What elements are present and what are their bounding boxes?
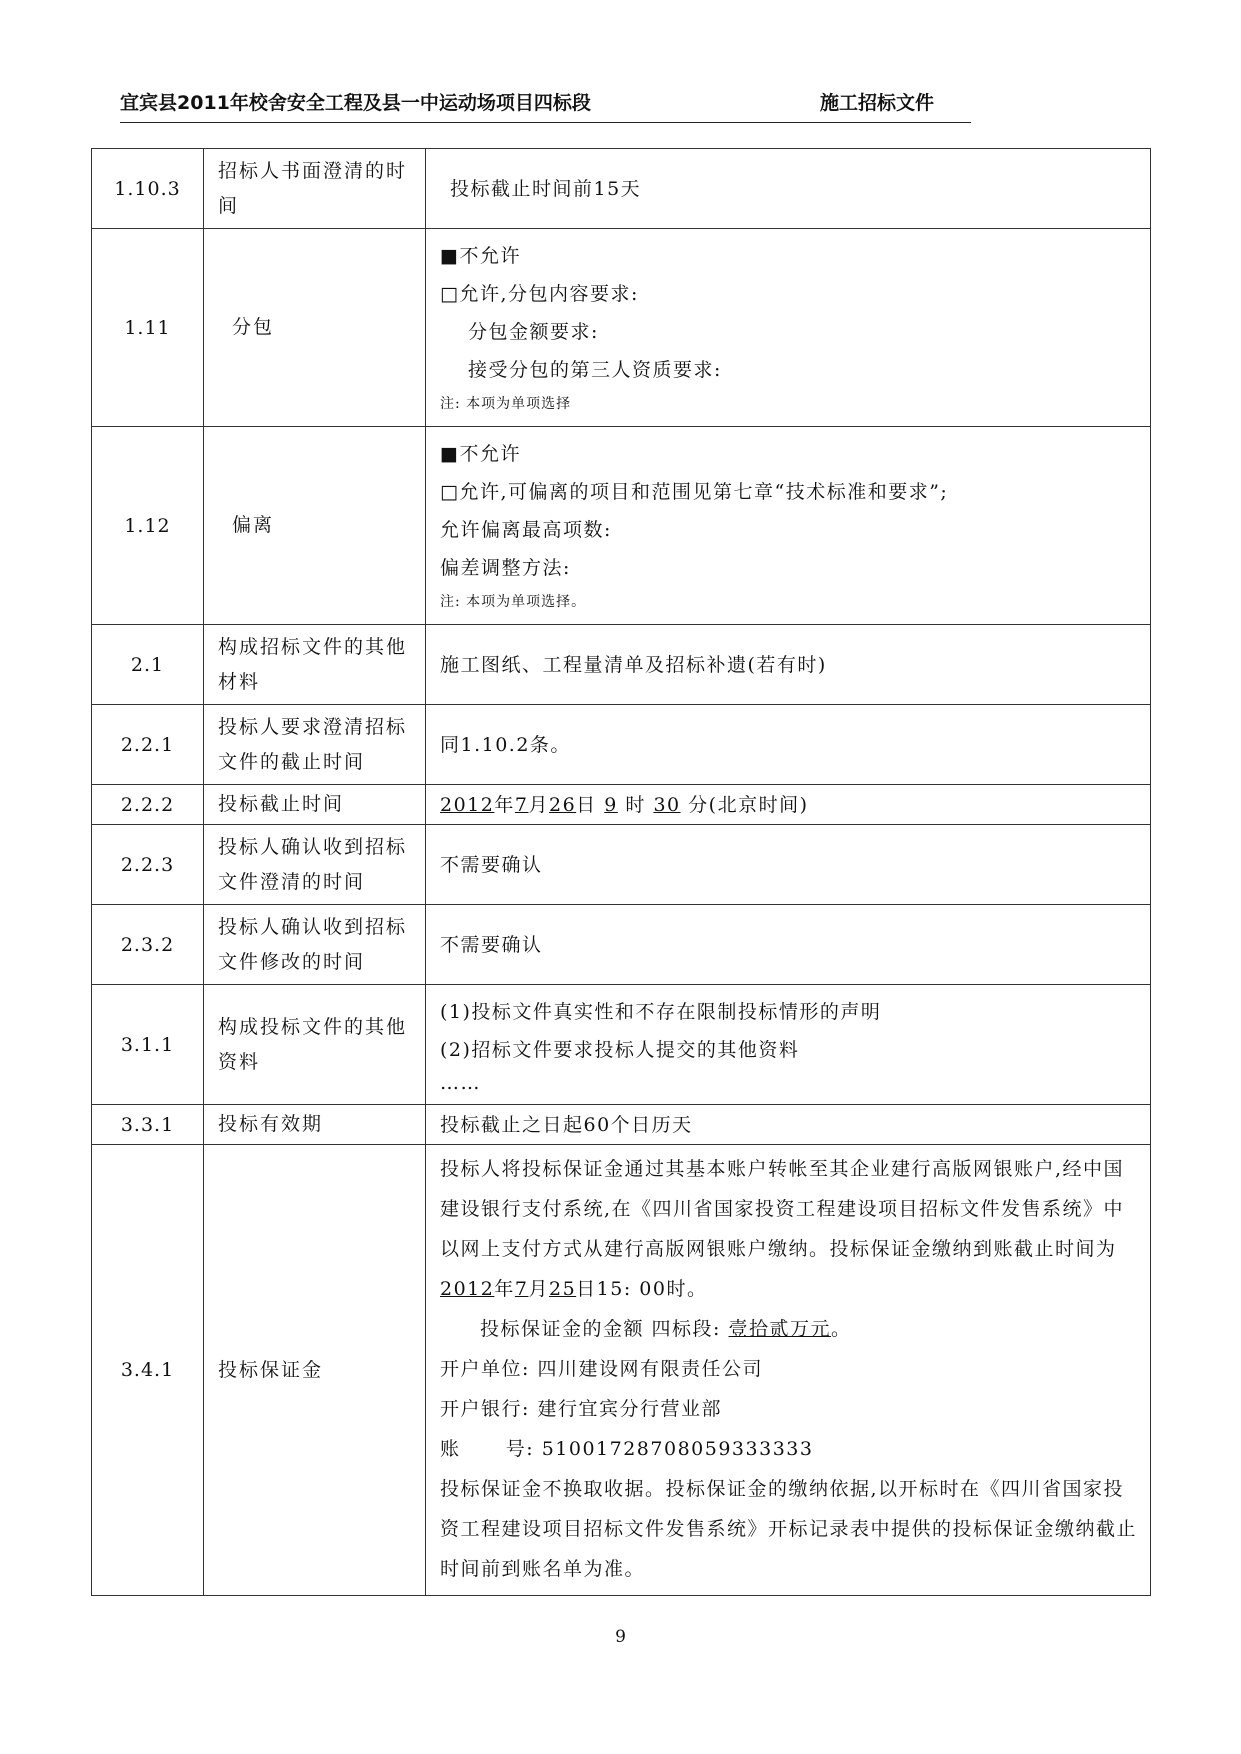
deadline-day: 26 bbox=[548, 793, 577, 816]
table-row bbox=[92, 825, 1151, 905]
clause-name: 投标保证金 bbox=[204, 1145, 426, 1596]
option-allowed: □允许,分包内容要求: bbox=[440, 282, 639, 305]
clause-number: 1.12 bbox=[92, 427, 204, 625]
page-header bbox=[120, 88, 941, 118]
clause-content: 施工图纸、工程量清单及招标补遗(若有时) bbox=[426, 625, 1151, 705]
clause-number: 3.1.1 bbox=[92, 985, 204, 1105]
option-not-allowed: ■不允许 bbox=[440, 442, 521, 465]
clause-content: 不需要确认 bbox=[426, 905, 1151, 985]
clause-name: 投标截止时间 bbox=[204, 785, 426, 825]
clause-name: 投标有效期 bbox=[204, 1105, 426, 1145]
sub-item: 接受分包的第三人资质要求: bbox=[468, 358, 722, 381]
clause-name bbox=[204, 427, 426, 625]
bond-deadline-year: 2012 bbox=[440, 1278, 495, 1300]
table-row bbox=[92, 427, 1151, 625]
clause-number: 2.3.2 bbox=[92, 905, 204, 985]
paragraph: 投标人将投标保证金通过其基本账户转帐至其企业建行高版网银账户,经中国建设银行支付系统,在《四川省国家投资工程建设项目招标文件发售系统》中以网上支付方式从建行高版网银账户缴纳。投标保证金缴纳到账截止时间为2012年7月25日15: 00时。 bbox=[440, 1158, 1125, 1300]
deadline-hour: 9 bbox=[604, 793, 618, 816]
table-row bbox=[92, 149, 1151, 229]
bond-amount: 投标保证金的金额 四标段: 壹拾贰万元。 bbox=[480, 1318, 852, 1340]
sub-item: 允许偏离最高项数: bbox=[440, 518, 612, 541]
clause-number: 2.1 bbox=[92, 625, 204, 705]
table-row bbox=[92, 1145, 1151, 1596]
clause-number: 2.2.3 bbox=[92, 825, 204, 905]
clause-number: 3.3.1 bbox=[92, 1105, 204, 1145]
list-item: …… bbox=[440, 1071, 481, 1094]
clause-content: 不需要确认 bbox=[426, 825, 1151, 905]
clause-name: 投标人要求澄清招标文件的截止时间 bbox=[204, 705, 426, 785]
clause-content bbox=[426, 149, 1151, 229]
page-number: 9 bbox=[615, 1627, 626, 1647]
table-row bbox=[92, 785, 1151, 825]
clause-name-text: 分包 bbox=[232, 316, 275, 338]
content-text: 投标截止时间前15天 bbox=[450, 177, 642, 200]
clause-number: 1.10.3 bbox=[92, 149, 204, 229]
header-doc-type: 施工招标文件 bbox=[820, 92, 935, 114]
note: 注: 本项为单项选择 bbox=[440, 395, 572, 412]
table-row bbox=[92, 705, 1151, 785]
clause-number: 2.2.2 bbox=[92, 785, 204, 825]
list-item: (2)招标文件要求投标人提交的其他资料 bbox=[440, 1038, 800, 1061]
clause-content bbox=[426, 229, 1151, 427]
clause-number: 1.11 bbox=[92, 229, 204, 427]
table-row bbox=[92, 1105, 1151, 1145]
note: 注: 本项为单项选择。 bbox=[440, 593, 587, 610]
deadline-month: 7 bbox=[514, 793, 529, 816]
table-row bbox=[92, 905, 1151, 985]
sub-item: 偏差调整方法: bbox=[440, 556, 571, 579]
clause-number: 2.2.1 bbox=[92, 705, 204, 785]
clause-name: 构成投标文件的其他资料 bbox=[204, 985, 426, 1105]
table-row bbox=[92, 985, 1151, 1105]
account-bank: 开户银行: 建行宜宾分行营业部 bbox=[440, 1398, 722, 1420]
header-title: 宜宾县2011年校舍安全工程及县一中运动场项目四标段 bbox=[120, 92, 591, 114]
option-allowed: □允许,可偏离的项目和范围见第七章“技术标准和要求”; bbox=[440, 480, 949, 503]
sub-item: 分包金额要求: bbox=[468, 320, 599, 343]
table-row bbox=[92, 625, 1151, 705]
clause-content bbox=[426, 985, 1151, 1105]
table-row bbox=[92, 229, 1151, 427]
clause-content bbox=[426, 1145, 1151, 1596]
paragraph: 投标保证金不换取收据。投标保证金的缴纳依据,以开标时在《四川省国家投资工程建设项目招标文件发售系统》开标记录表中提供的投标保证金缴纳截止时间前到账名单为准。 bbox=[440, 1478, 1138, 1580]
bond-amount-value: 壹拾贰万元 bbox=[728, 1318, 832, 1340]
bond-deadline-month: 7 bbox=[514, 1278, 529, 1300]
clause-name: 招标人书面澄清的时间 bbox=[204, 149, 426, 229]
clause-name: 投标人确认收到招标文件澄清的时间 bbox=[204, 825, 426, 905]
bond-deadline-day: 25 bbox=[548, 1278, 577, 1300]
clause-name: 构成招标文件的其他材料 bbox=[204, 625, 426, 705]
clause-name: 投标人确认收到招标文件修改的时间 bbox=[204, 905, 426, 985]
deadline-year: 2012 bbox=[440, 793, 495, 816]
clause-content: 同1.10.2条。 bbox=[426, 705, 1151, 785]
clause-name-text: 偏离 bbox=[232, 514, 275, 536]
clause-name bbox=[204, 229, 426, 427]
clause-number: 3.4.1 bbox=[92, 1145, 204, 1596]
option-not-allowed: ■不允许 bbox=[440, 244, 521, 267]
deadline-minute: 30 bbox=[653, 793, 681, 816]
header-rule bbox=[120, 122, 971, 123]
clause-content: 投标截止之日起60个日历天 bbox=[426, 1105, 1151, 1145]
list-item: (1)投标文件真实性和不存在限制投标情形的声明 bbox=[440, 1000, 882, 1023]
account-number: 账 号: 51001728708059333333 bbox=[440, 1438, 814, 1460]
clause-content bbox=[426, 427, 1151, 625]
clause-content: 2012年7月26日 9 时 30 分(北京时间) bbox=[426, 785, 1151, 825]
bid-data-table bbox=[91, 148, 1151, 1596]
account-unit: 开户单位: 四川建设网有限责任公司 bbox=[440, 1358, 763, 1380]
